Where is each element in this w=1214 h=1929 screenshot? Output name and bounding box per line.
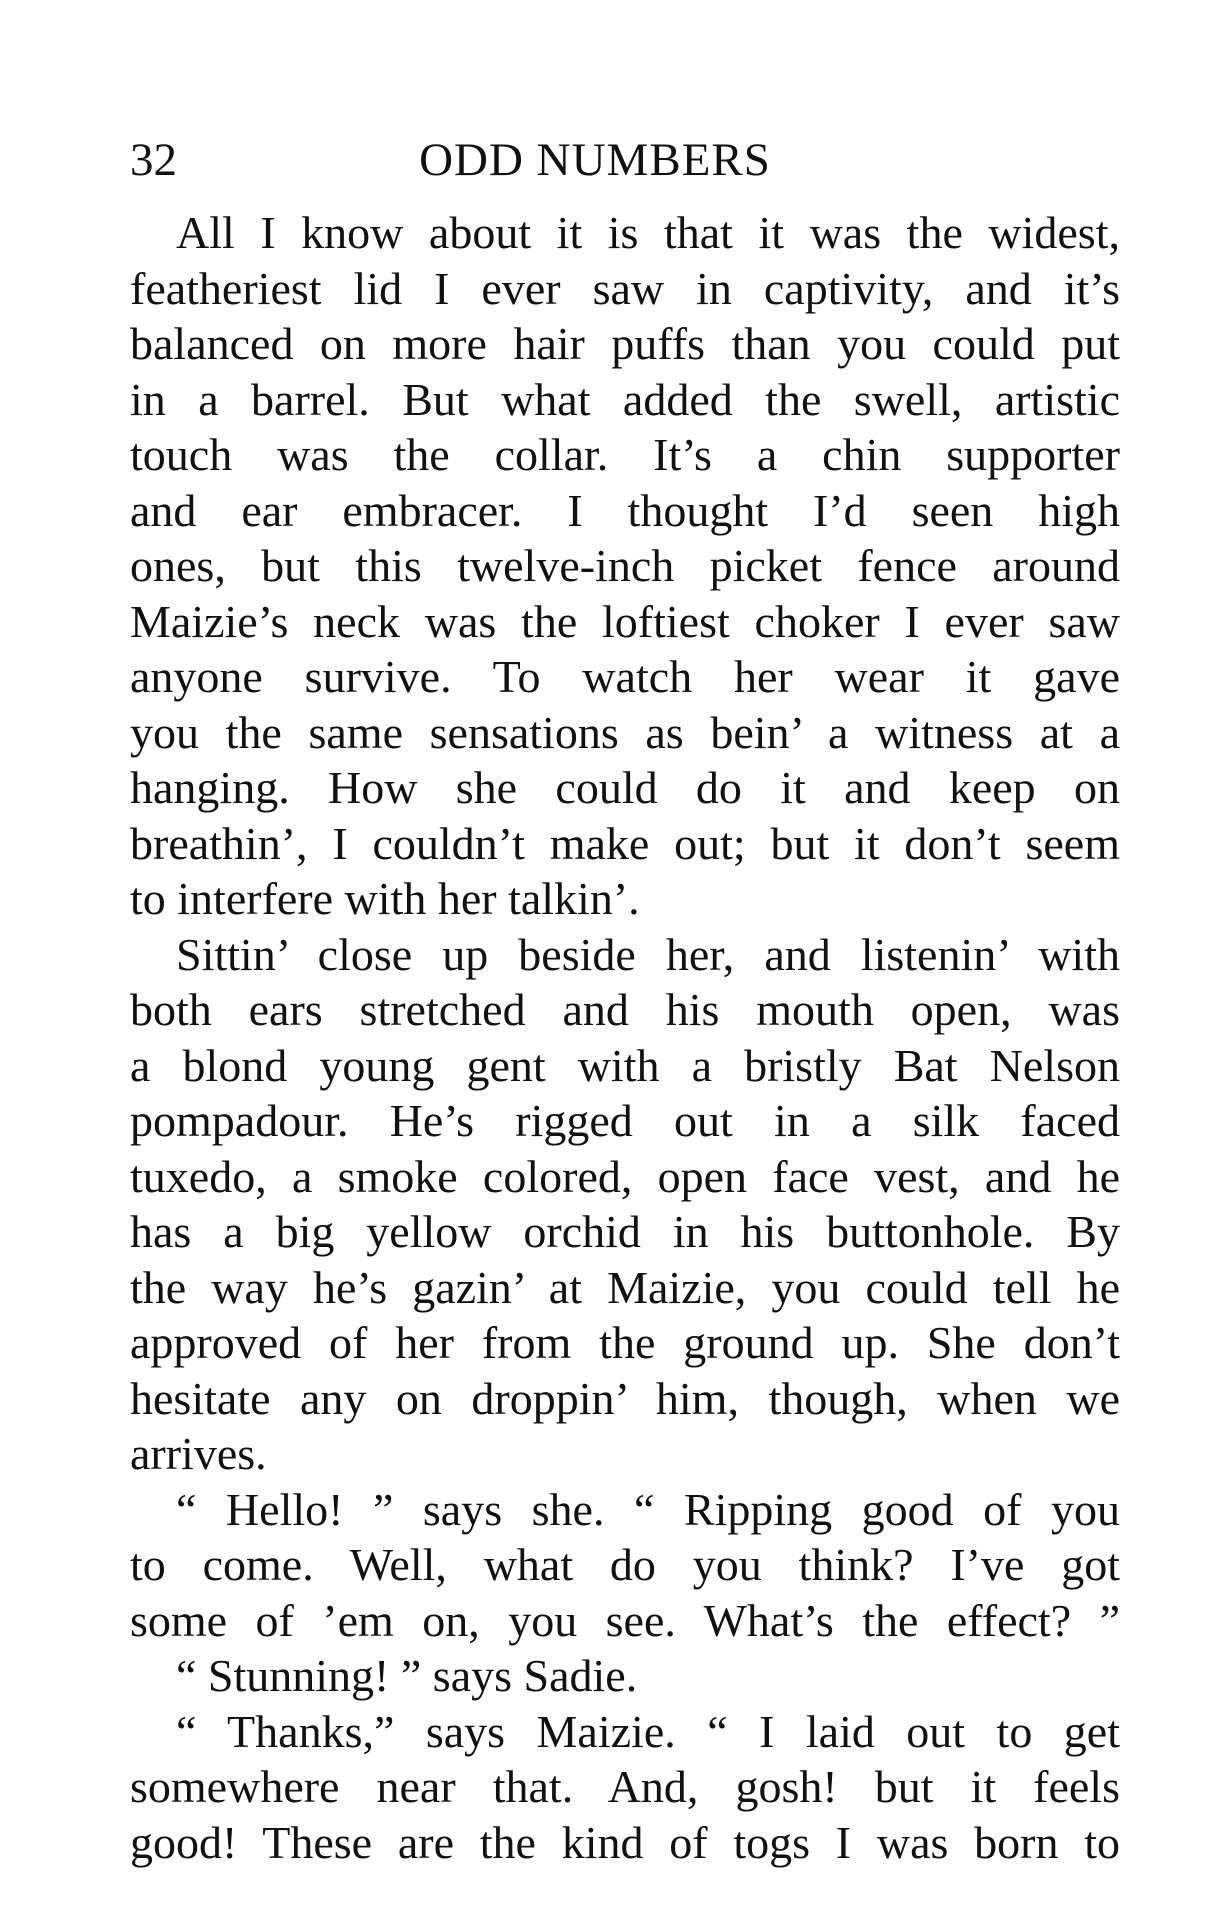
text-line: Sittin’ close up beside her, and listenin’ with [176, 928, 1120, 980]
text-line: balanced on more hair puffs than you could put [130, 318, 1120, 369]
text-line: hanging. How she could do it and keep on [130, 762, 1120, 813]
text-line: breathin’, I couldn’t make out; but it don’t seem [130, 817, 1120, 869]
page-header [130, 130, 1120, 190]
text-line: anyone survive. To watch her wear it gave [130, 651, 1120, 702]
text-line: to come. Well, what do you think? I’ve got [130, 1539, 1120, 1590]
text-line: hesitate any on droppin’ him, though, when we [130, 1372, 1120, 1424]
text-line: and ear embracer. I thought I’d seen high [130, 484, 1120, 536]
text-line: in a barrel. But what added the swell, artistic [130, 373, 1120, 425]
running-head: ODD NUMBERS [419, 134, 771, 186]
text-line: some of ’em on, you see. What’s the effect? ” [130, 1594, 1120, 1646]
text-line: good! These are the kind of togs I was born to [130, 1816, 1120, 1868]
text-line: All I know about it is that it was the widest, [176, 207, 1120, 258]
text-line: ones, but this twelve-inch picket fence around [130, 540, 1120, 591]
text-line: both ears stretched and his mouth open, was [130, 984, 1120, 1035]
text-line: somewhere near that. And, gosh! but it feels [130, 1761, 1120, 1812]
text-line: pompadour. He’s rigged out in a silk faced [130, 1095, 1120, 1146]
text-line: arrives. [130, 1428, 267, 1479]
text-line: approved of her from the ground up. She don’t [130, 1317, 1120, 1368]
text-line: featheriest lid I ever saw in captivity, and it’s [130, 262, 1120, 314]
text-line: has a big yellow orchid in his buttonhole. By [130, 1206, 1120, 1257]
text-line: “ Hello! ” says she. “ Ripping good of you [176, 1483, 1120, 1535]
body-text [130, 205, 1120, 1870]
text-line: “ Stunning! ” says Sadie. [176, 1650, 638, 1701]
text-line: you the same sensations as bein’ a witness at a [130, 706, 1120, 758]
text-line: tuxedo, a smoke colored, open face vest, and he [130, 1150, 1120, 1202]
text-line: a blond young gent with a bristly Bat Nelson [130, 1039, 1120, 1091]
text-line: Maizie’s neck was the loftiest choker I ever saw [130, 595, 1120, 647]
page-number: 32 [130, 134, 177, 186]
text-line: “ Thanks,” says Maizie. “ I laid out to get [176, 1705, 1120, 1757]
text-line: touch was the collar. It’s a chin supporter [130, 429, 1120, 480]
text-line: to interfere with her talkin’. [130, 873, 640, 924]
text-line: the way he’s gazin’ at Maizie, you could tell he [130, 1261, 1120, 1313]
